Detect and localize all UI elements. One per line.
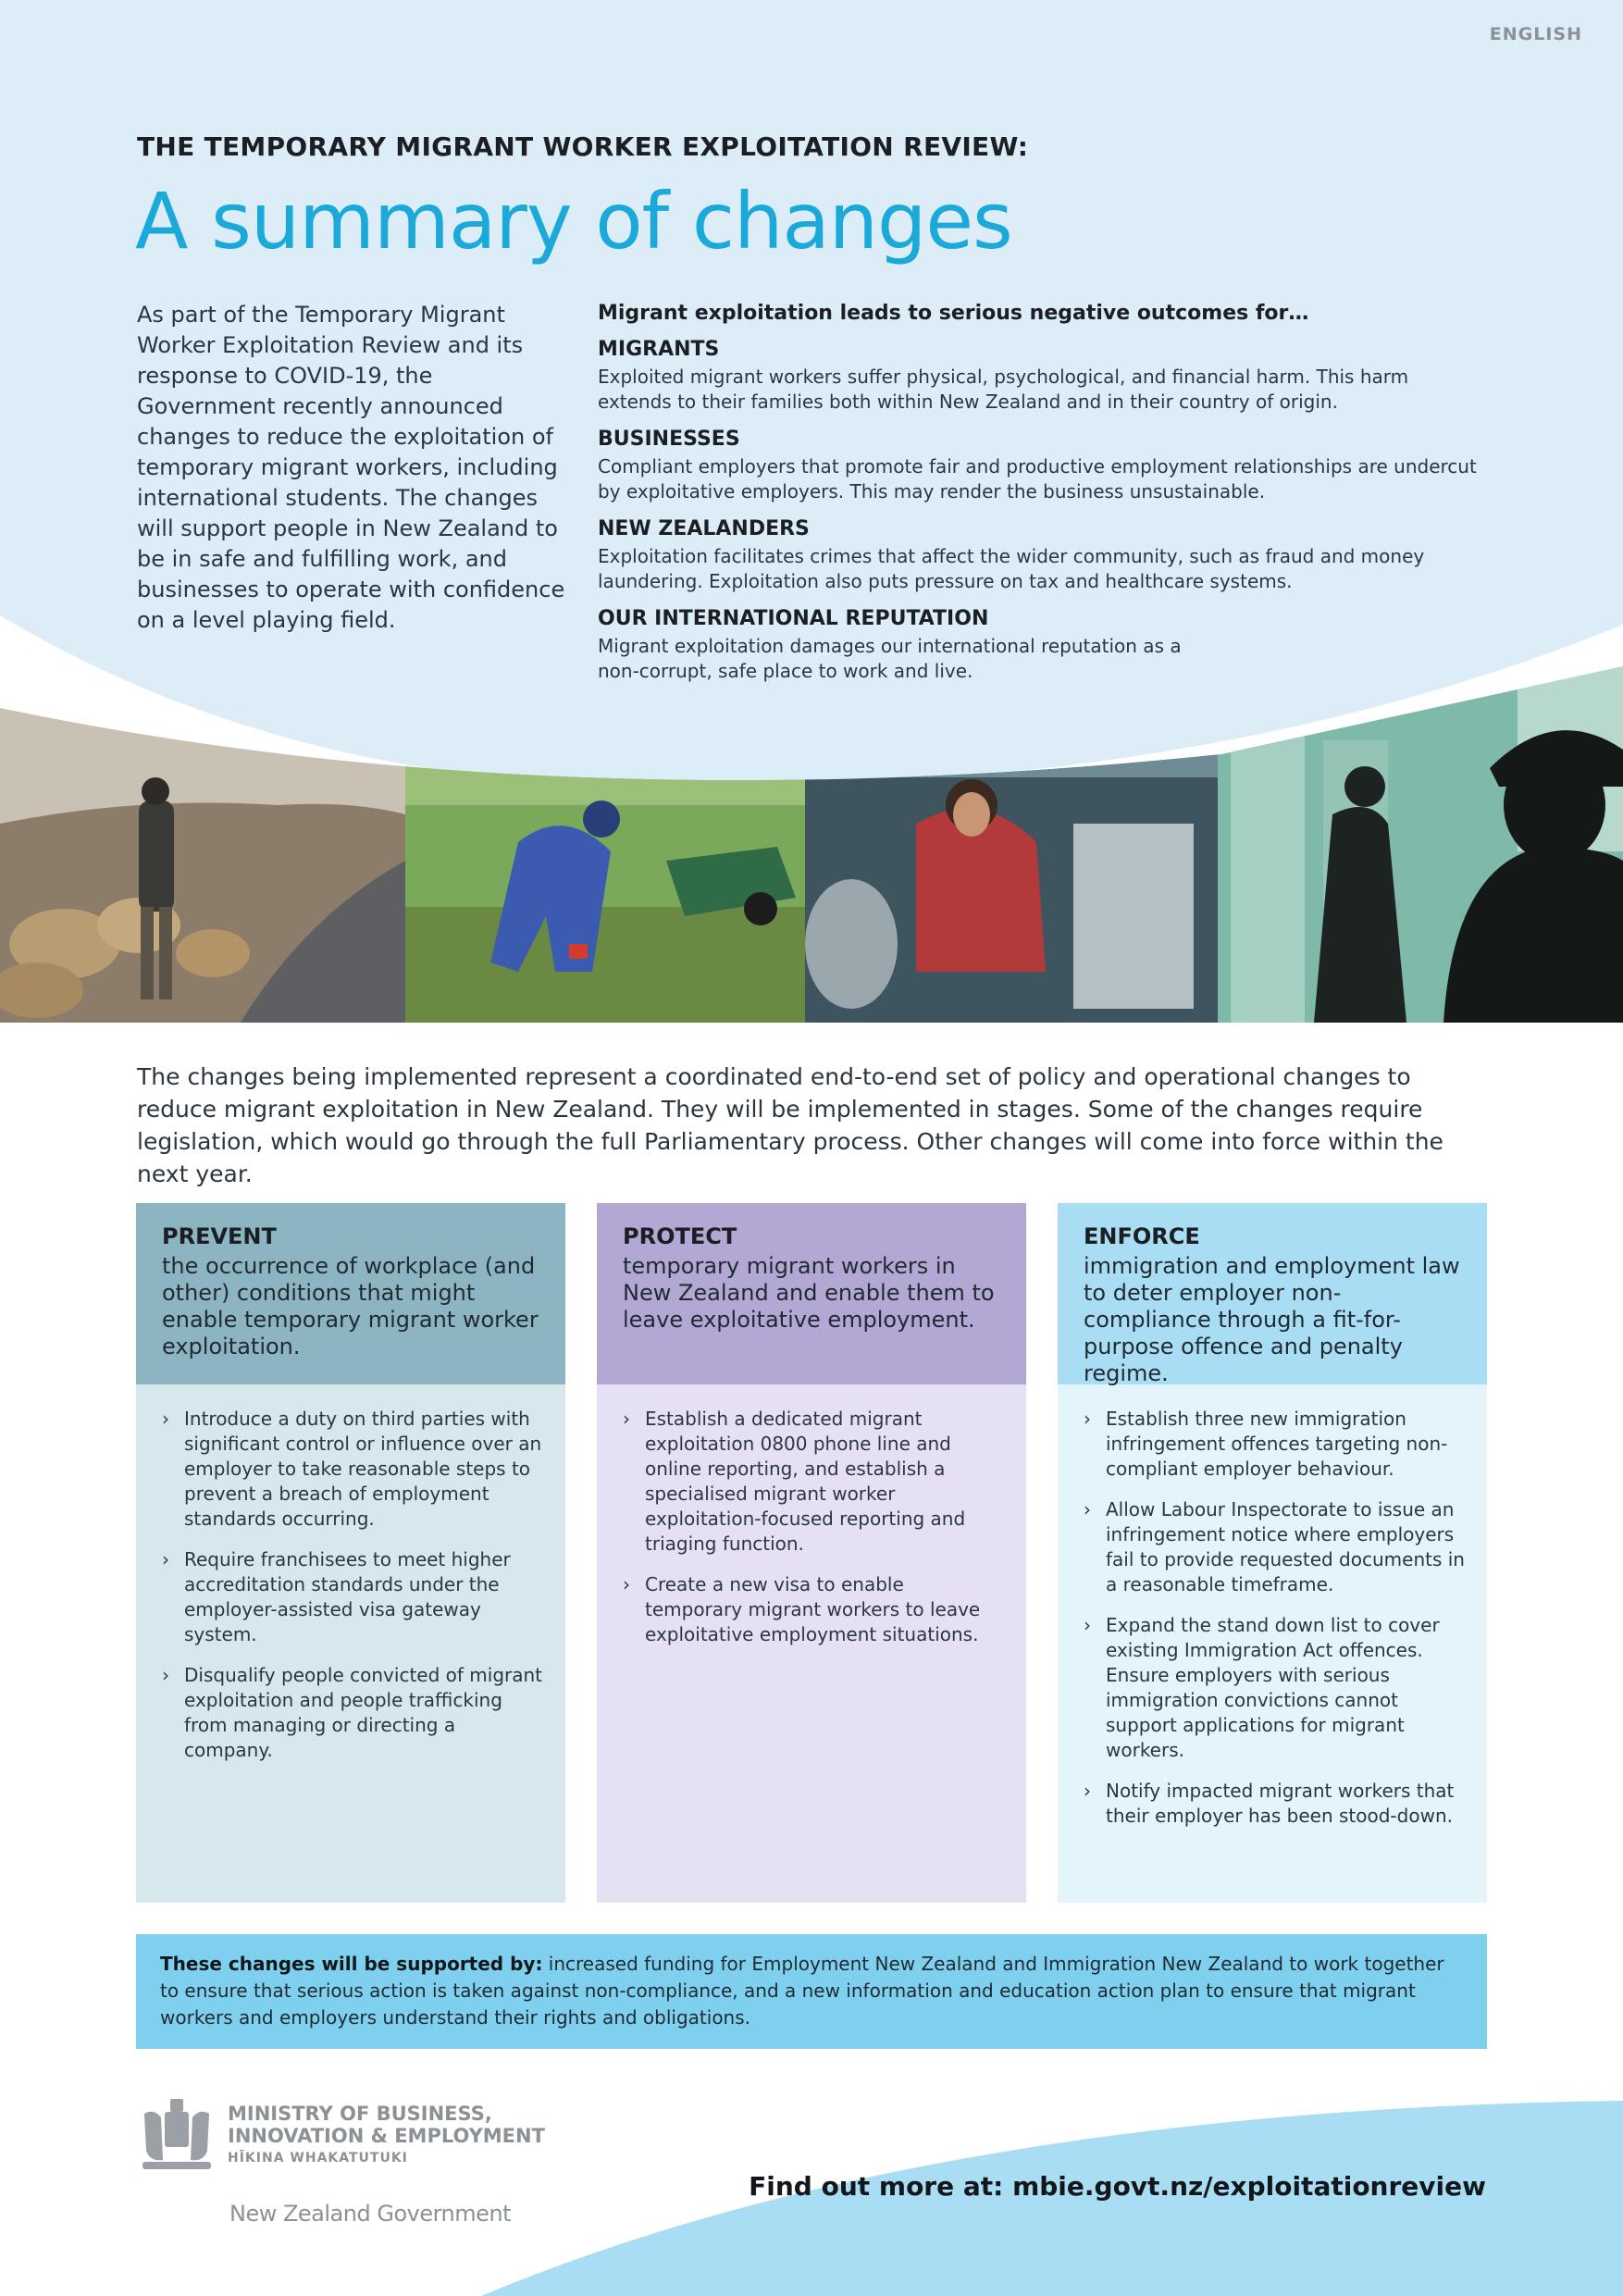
outcome-text-new-zealanders: Exploitation facilitates crimes that affect the wider community, such as fraud and money laundering. Exploitation also puts pressure on tax and healthcare systems.: [598, 545, 1425, 592]
list-item: [623, 1407, 1006, 1557]
enforce-title: ENFORCE: [1084, 1223, 1200, 1249]
document-kicker: THE TEMPORARY MIGRANT WORKER EXPLOITATION REVIEW:: [137, 131, 1029, 162]
photo-strip: [0, 666, 1623, 1023]
prevent-column: [136, 1203, 565, 1903]
protect-description: temporary migrant workers in New Zealand and enable them to leave exploitative employment.: [623, 1253, 995, 1333]
language-label[interactable]: ENGLISH: [1489, 24, 1582, 44]
org-maori-name: HĪKINA WHAKATUTUKI: [228, 2151, 408, 2166]
prevent-body: [136, 1384, 565, 1903]
list-item: [162, 1663, 545, 1763]
outcome-text-businesses: Compliant employers that promote fair and productive employment relationships are undercut by exploitative employers. This may render the business unsustainable.: [598, 455, 1477, 503]
protect-bullet-list: [623, 1407, 1006, 1647]
support-banner: [136, 1934, 1487, 2049]
bullet-text: Allow Labour Inspectorate to issue an infringement notice where employers fail to provide requested documents in a reasonable timeframe.: [1106, 1498, 1465, 1595]
outcome-text-migrants: Exploited migrant workers suffer physical, psychological, and financial harm. This harm extends to their families both within New Zealand and in their country of origin.: [598, 366, 1409, 413]
enforce-header: [1058, 1203, 1487, 1384]
bullet-text: Establish three new immigration infringement offences targeting non-compliant employer behaviour.: [1106, 1408, 1448, 1480]
chevron-right-icon: ›: [162, 1664, 169, 1686]
chevron-right-icon: ›: [623, 1408, 630, 1430]
enforce-bullet-list: [1084, 1407, 1467, 1829]
photo-shepherd-sheep: [0, 666, 405, 1023]
list-item: [162, 1407, 545, 1532]
chevron-right-icon: ›: [623, 1573, 630, 1595]
list-item: [1084, 1407, 1467, 1482]
summary-paragraph: The changes being implemented represent a coordinated end-to-end set of policy and operational changes to reduce migrant exploitation in New Zealand. They will be implemented in stages. Some of the changes require legislation, which would go through the full Parliamentary process. Other changes will come into force within the next year.: [137, 1063, 1443, 1187]
coat-of-arms-icon: [137, 2095, 217, 2178]
list-item: [162, 1547, 545, 1647]
protect-column: [597, 1203, 1026, 1903]
enforce-description: immigration and employment law to deter employer non-compliance through a fit-for-purpose offence and penalty regime.: [1084, 1253, 1460, 1386]
support-text: increased funding for Employment New Zealand and Immigration New Zealand to work together to ensure that serious action is taken against non-compliance, and a new information and education action plan to ensure that migrant workers and employers understand their rights and obligations.: [160, 1953, 1444, 2029]
chevron-right-icon: ›: [162, 1408, 169, 1430]
photo-construction-workers: [1218, 666, 1623, 1023]
chevron-right-icon: ›: [1084, 1498, 1091, 1520]
bullet-text: Introduce a duty on third parties with significant control or influence over an employer to take reasonable steps to prevent a breach of employment standards occurring.: [184, 1408, 542, 1530]
protect-body: [597, 1384, 1026, 1903]
list-item: [1084, 1779, 1467, 1829]
enforce-body: [1058, 1384, 1487, 1903]
prevent-header: [136, 1203, 565, 1384]
list-item: [1084, 1497, 1467, 1597]
bullet-text: Create a new visa to enable temporary migrant workers to leave exploitative employment situations.: [645, 1573, 981, 1645]
photo-farm-worker: [405, 666, 805, 1023]
page-title: A summary of changes: [135, 176, 1012, 267]
nz-government-logo: New Zealand Government: [229, 2201, 512, 2227]
chevron-right-icon: ›: [1084, 1780, 1091, 1802]
photo-kitchen-worker: [805, 666, 1218, 1023]
prevent-description: the occurrence of workplace (and other) conditions that might enable temporary migrant worker exploitation.: [162, 1253, 539, 1359]
mbie-logo: [137, 2095, 563, 2206]
support-lead: These changes will be supported by:: [160, 1953, 543, 1975]
bullet-text: Expand the stand down list to cover existing Immigration Act offences. Ensure employers with serious immigration convictions cannot support applications for migrant workers.: [1106, 1614, 1440, 1761]
outcomes-lead: Migrant exploitation leads to serious negative outcomes for…: [598, 302, 1309, 325]
bullet-text: Establish a dedicated migrant exploitation 0800 phone line and online reporting, and establish a specialised migrant worker exploitation-focused reporting and triaging function.: [645, 1408, 966, 1555]
outcomes-section: [598, 302, 1486, 697]
prevent-title: PREVENT: [162, 1223, 277, 1249]
intro-paragraph: As part of the Temporary Migrant Worker Exploitation Review and its response to COVID-19, the Government recently announced changes to reduce the exploitation of temporary migrant workers, including international students. The changes will support people in New Zealand to be in safe and fulfilling work, and businesses to operate with confidence on a level playing field.: [137, 302, 565, 633]
prevent-bullet-list: [162, 1407, 545, 1763]
list-item: [623, 1572, 1006, 1647]
org-name-line2: INNOVATION & EMPLOYMENT: [228, 2125, 545, 2147]
chevron-right-icon: ›: [162, 1548, 169, 1570]
find-out-more-link[interactable]: Find out more at: mbie.govt.nz/exploitationreview: [749, 2171, 1486, 2202]
outcome-heading-businesses: BUSINESSES: [598, 428, 740, 451]
bullet-text: Notify impacted migrant workers that their employer has been stood-down.: [1106, 1780, 1455, 1827]
protect-title: PROTECT: [623, 1223, 737, 1249]
enforce-column: [1058, 1203, 1487, 1903]
bullet-text: Require franchisees to meet higher accreditation standards under the employer-assisted visa gateway system.: [184, 1548, 511, 1645]
bullet-text: Disqualify people convicted of migrant exploitation and people trafficking from managing or directing a company.: [184, 1664, 543, 1761]
chevron-right-icon: ›: [1084, 1614, 1091, 1636]
protect-header: [597, 1203, 1026, 1384]
outcome-heading-reputation: OUR INTERNATIONAL REPUTATION: [598, 607, 989, 630]
outcome-text-reputation: Migrant exploitation damages our international reputation as a non-corrupt, safe place to work and live.: [598, 635, 1182, 682]
outcome-heading-new-zealanders: NEW ZEALANDERS: [598, 517, 810, 540]
org-name-line1: MINISTRY OF BUSINESS,: [228, 2103, 492, 2125]
list-item: [1084, 1613, 1467, 1763]
outcome-heading-migrants: MIGRANTS: [598, 338, 720, 361]
chevron-right-icon: ›: [1084, 1408, 1091, 1430]
